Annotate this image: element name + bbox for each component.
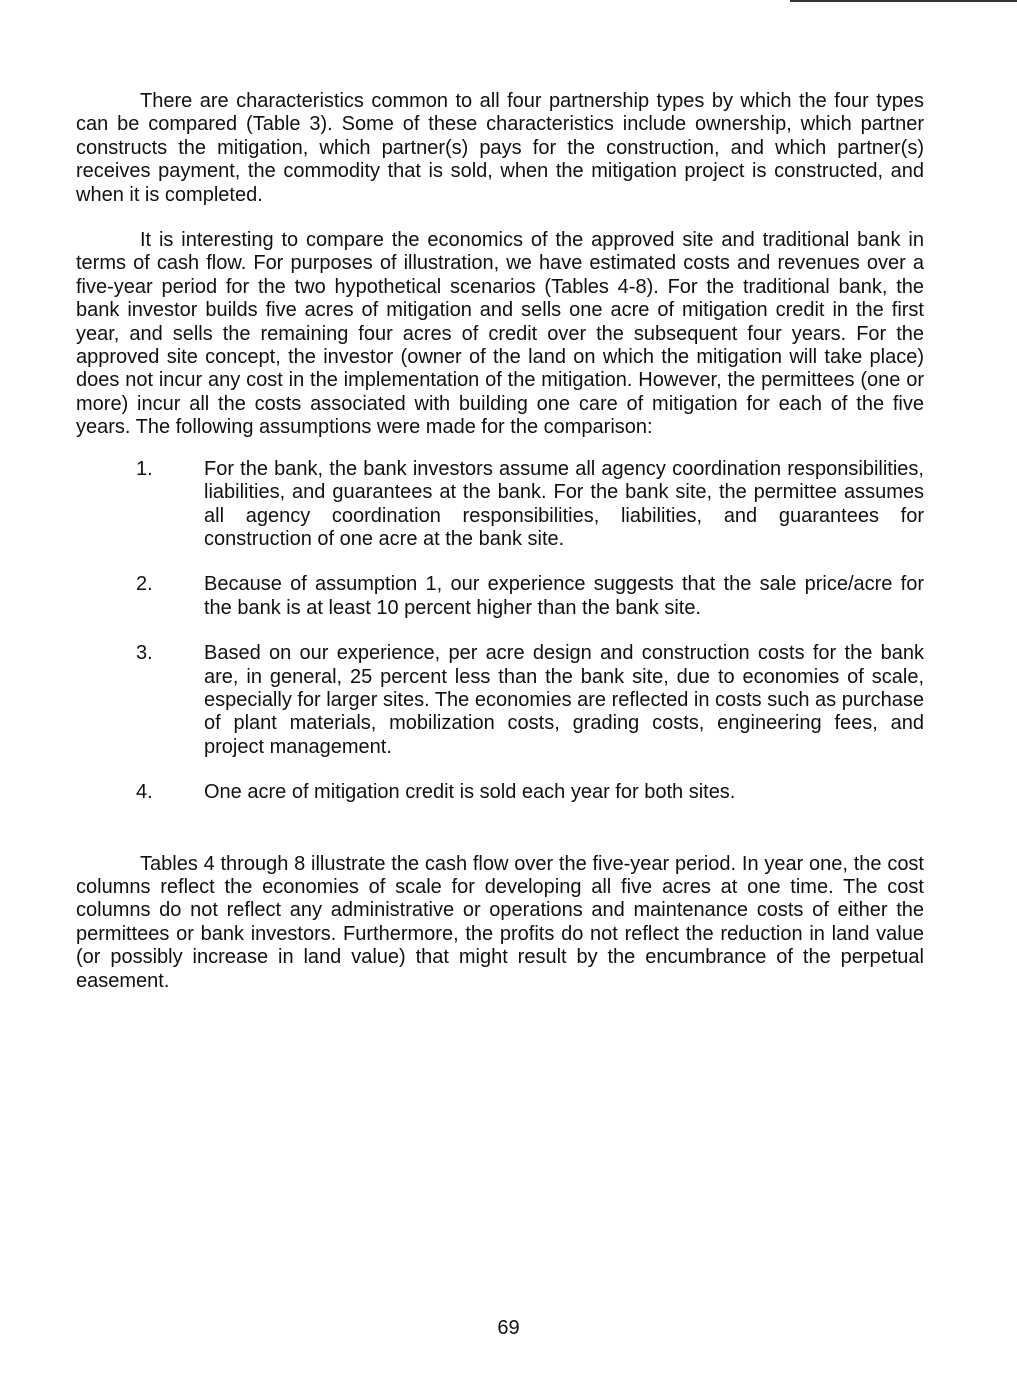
- list-item-text: Because of assumption 1, our experience suggests that the sale price/acre for the bank is at least 10 percent higher than the bank site.: [204, 573, 924, 619]
- assumptions-list: [76, 458, 924, 805]
- paragraph-cash-flow-comparison: It is interesting to compare the economics of the approved site and traditional bank in terms of cash flow. For purposes of illustration, we have estimated costs and revenues over a five-year period for the two hypothetical scenarios (Tables 4-8). For the traditional bank, the bank investor builds five acres of mitigation and sells one acre of mitigation credit in the first year, and sells the remaining four acres of credit over the subsequent four years. For the approved site concept, the investor (owner of the land on which the mitigation will take place) does not incur any cost in the implementation of the mitigation. However, the permittees (one or more) incur all the costs associated with building one care of mitigation for each of the five years. The following assumptions were made for the comparison:: [76, 229, 924, 439]
- document-page: [76, 90, 924, 993]
- list-item-number: 3.: [136, 642, 153, 665]
- list-item-number: 2.: [136, 573, 153, 596]
- list-item-text: One acre of mitigation credit is sold each year for both sites.: [204, 781, 736, 804]
- list-item: [76, 642, 924, 759]
- list-item-number: 4.: [136, 781, 153, 804]
- paragraph-cash-flow-tables: Tables 4 through 8 illustrate the cash flow over the five-year period. In year one, the cost columns reflect the economies of scale for developing all five acres at one time. The cost columns do not reflect any administrative or operations and maintenance costs of either the permittees or bank investors. Furthermore, the profits do not reflect the reduction in land value (or possibly increase in land value) that might result by the encumbrance of the perpetual easement.: [76, 852, 924, 992]
- list-item: [76, 573, 924, 620]
- paragraph-partnership-characteristics: There are characteristics common to all four partnership types by which the four types can be compared (Table 3). Some of these characteristics include ownership, which partner constructs the mitigation, which partner(s) pays for the construction, and which partner(s) receives payment, the commodity that is sold, when the mitigation project is constructed, and when it is completed.: [76, 90, 924, 206]
- list-item-text: For the bank, the bank investors assume all agency coordination responsibilities, liabilities, and guarantees at the bank. For the bank site, the permittee assumes all agency coordination responsibilities, liabilities, and guarantees for construction of one acre at the bank site.: [204, 457, 924, 550]
- page-number: 69: [497, 1317, 520, 1339]
- list-item-text: Based on our experience, per acre design and construction costs for the bank are, in general, 25 percent less than the bank site, due to economies of scale, especially for larger sites. The economies are reflected in costs such as purchase of plant materials, mobilization costs, grading costs, engineering fees, and project management.: [204, 642, 924, 758]
- list-item-number: 1.: [136, 457, 153, 480]
- list-item: [76, 458, 924, 552]
- list-item: [76, 781, 924, 804]
- scan-edge-line: [790, 0, 1017, 2]
